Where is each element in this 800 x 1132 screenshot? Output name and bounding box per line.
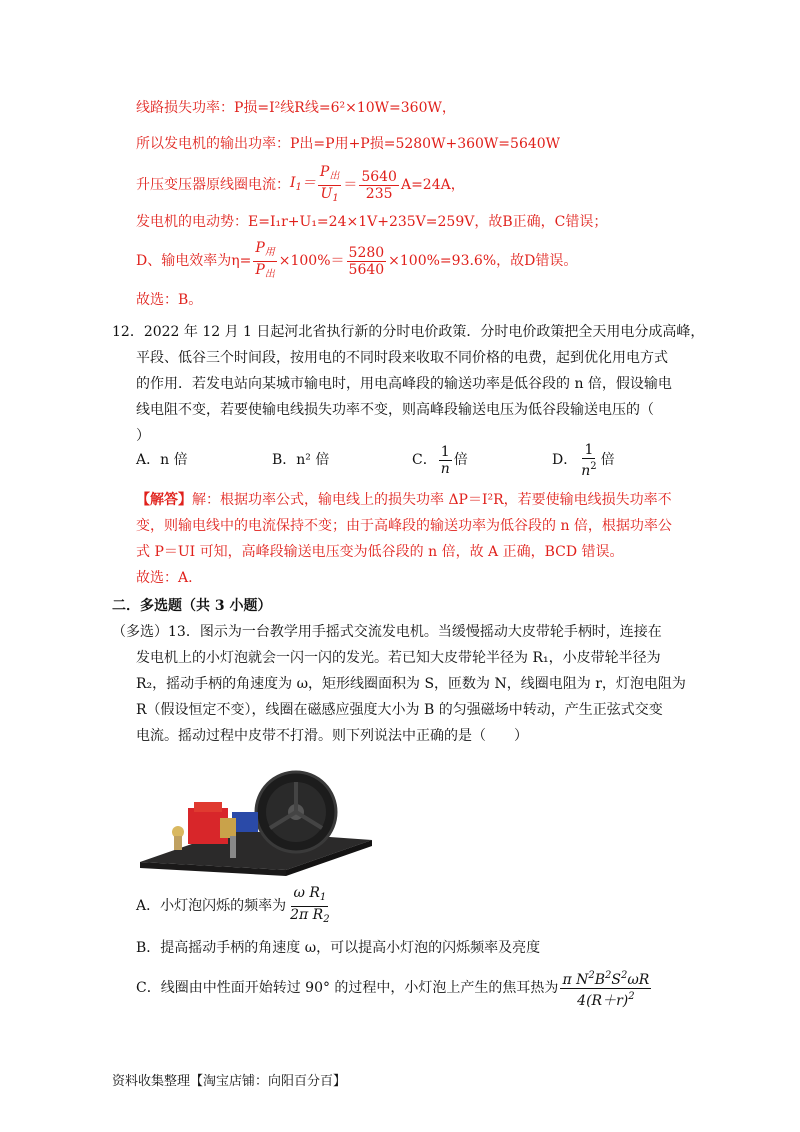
q12-option-d: D． $\frac{1}{n^2}$ 倍	[552, 441, 615, 479]
coil	[220, 818, 236, 838]
answer-prev: 故选：B。	[136, 292, 203, 308]
primary-current-line: 升压变压器原线圈电流： $I_1=$ $\frac{P_出}{U_1}$ ＝ $\frac{5640}{235}$ A=24A，	[136, 168, 465, 202]
q12-answer-line-2: 变，则输电线中的电流保持不变；由于高峰段的输送功率为低谷段的 n 倍，根据功率公	[136, 518, 672, 534]
q12-answer-choice: 故选：A.	[136, 570, 193, 586]
efficiency-prefix: D、输电效率为η=	[136, 253, 252, 269]
q12-answer-line-1: 【解答】解：根据功率公式，输电线上的损失功率 ΔP＝I²R，若要使输电线损失功率不	[136, 492, 672, 508]
q12-answer-line-3: 式 P＝UI 可知，高峰段输送电压变为低谷段的 n 倍，故 A 正确，BCD 错误。	[136, 544, 624, 560]
q12-line-4: 线电阻不变，若要使输电线损失功率不变，则高峰段输送电压为低谷段输送电压的（	[136, 402, 654, 418]
generator-photo	[136, 770, 376, 880]
q13-line-5: 电流。摇动过程中皮带不打滑。则下列说法中正确的是（ ）	[136, 728, 528, 744]
emf-text: 发电机的电动势：E=I₁r+U₁=24×1V+235V=259V，故B正确，C错误；	[136, 214, 608, 230]
q12-line-1: 12．2022 年 12 月 1 日起河北省执行新的分时电价政策．分时电价政策把全天用电分成高峰，	[112, 324, 705, 340]
section-heading: 二．多选题（共 3 小题）	[112, 598, 272, 614]
efficiency-line: D、输电效率为η= $\frac{P_用}{P_出}$ ×100%＝ $\frac{5280}{5640}$ ×100%=93.6%，故D错误。	[136, 242, 577, 280]
efficiency-fraction-numeric: $\frac{5280}{5640}$	[348, 244, 385, 278]
q12-option-b: B．n² 倍	[272, 452, 330, 468]
freq-formula: $\frac{\omega R_1}{2\pi R_2}$	[290, 884, 330, 925]
line-loss-text: 线路损失功率：P损=I²线R线=6²×10W=360W，	[136, 100, 456, 116]
q13-option-c: C．线圈由中性面开始转过 90° 的过程中，小灯泡上产生的焦耳热为 $\frac{\pi N^2B^2S^2\omega R}{4(R+r)^2}$	[136, 969, 650, 1009]
heat-formula: $\frac{\pi N^2B^2S^2\omega R}{4(R+r)^2}$	[562, 969, 650, 1009]
q12-option-c: C． $\frac{1}{n}$ 倍	[412, 443, 468, 477]
efficiency-fraction-symbolic: $\frac{P_用}{P_出}$	[255, 239, 275, 280]
q12-line-2: 平段、低谷三个时间段，按用电的不同时段来收取不同价格的电费，起到优化用电方式	[136, 350, 668, 366]
current-fraction-symbolic: $\frac{P_出}{U_1}$	[319, 163, 340, 204]
primary-current-suffix: A=24A，	[400, 177, 465, 193]
current-symbol: $I_1=$	[290, 174, 316, 193]
q13-line-1: （多选）13．图示为一台教学用手摇式交流发电机。当缓慢摇动大皮带轮手柄时，连接在	[112, 624, 662, 640]
q13-line-4: R（假设恒定不变），线圈在磁感应强度大小为 B 的匀强磁场中转动，产生正弦式交变	[136, 702, 663, 718]
q13-option-b: B．提高摇动手柄的角速度 ω，可以提高小灯泡的闪烁频率及亮度	[136, 940, 541, 956]
q13-line-2: 发电机上的小灯泡就会一闪一闪的发光。若已知大皮带轮半径为 R₁，小皮带轮半径为	[136, 650, 661, 666]
footer-source: 资料收集整理【淘宝店铺：向阳百分百】	[112, 1074, 347, 1089]
efficiency-suffix: ×100%=93.6%，故D错误。	[388, 253, 578, 269]
output-power-text: 所以发电机的输出功率：P出=P用+P损=5280W+360W=5640W	[136, 136, 561, 152]
primary-current-prefix: 升压变压器原线圈电流：	[136, 177, 290, 193]
q12-option-a: A．n 倍	[136, 452, 188, 468]
q12-line-3: 的作用．若发电站向某城市输电时，用电高峰段的输送功率是低谷段的 n 倍，假设输电	[136, 376, 672, 392]
q13-line-3: R₂，摇动手柄的角速度为 ω，矩形线圈面积为 S，匝数为 N，线圈电阻为 r，灯泡电阻为	[136, 676, 686, 692]
answer-tag: 【解答】	[136, 492, 192, 508]
q12-line-5: ）	[136, 428, 150, 444]
current-fraction-numeric: $\frac{5640}{235}$	[361, 168, 397, 202]
q13-option-a: A．小灯泡闪烁的频率为 $\frac{\omega R_1}{2\pi R_2}$	[136, 884, 334, 928]
